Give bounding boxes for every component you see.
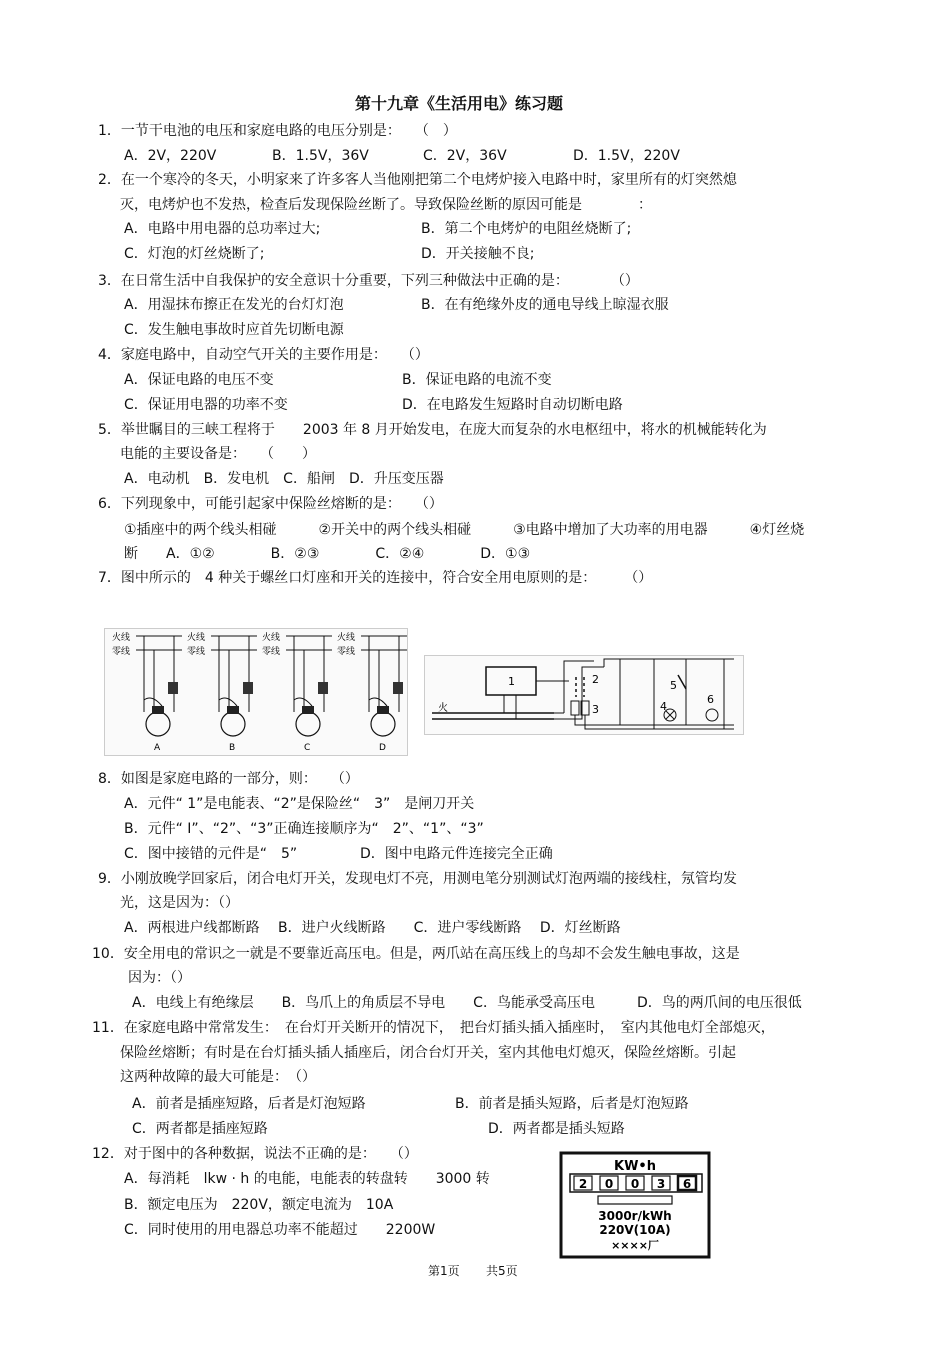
q2-option-a: A．电路中用电器的总功率过大; <box>124 221 321 237</box>
q4-stem: 4．家庭电路中，自动空气开关的主要作用是： （） <box>98 347 429 363</box>
footer-page-total: 共5页 <box>486 1264 518 1278</box>
meter-unit: KW•h <box>614 1159 656 1174</box>
q5-options: A．电动机 B．发电机 C．船闸 D．升压变压器 <box>124 471 444 487</box>
q3-stem: 3．在日常生活中自我保护的安全意识十分重要，下列三种做法中正确的是： （） <box>98 273 639 289</box>
q12-option-c: C．同时使用的用电器总功率不能超过 2200W <box>124 1222 436 1238</box>
q4-option-a: A．保证电路的电压不变 <box>124 372 274 388</box>
q11-stem-line1: 11．在家庭电路中常常发生： 在台灯开关断开的情况下， 把台灯插头插入插座时， 室内其他电灯全部熄灭， <box>92 1020 775 1036</box>
svg-text:火线: 火线 <box>187 633 206 643</box>
q9-options: A．两根进户线都断路 B．进户火线断路 C．进户零线断路 D．灯丝断路 <box>124 920 621 936</box>
meter-rating: 220V(10A) <box>599 1223 671 1237</box>
svg-text:零线: 零线 <box>262 647 281 657</box>
page-title: 第十九章《生活用电》练习题 <box>355 94 564 113</box>
q8-stem: 8．如图是家庭电路的一部分，则： （） <box>98 771 359 787</box>
svg-text:6: 6 <box>707 693 714 706</box>
meter-digit: 0 <box>604 1177 614 1191</box>
q4-option-d: D．在电路发生短路时自动切断电路 <box>402 397 623 413</box>
q8-option-a: A．元件“ 1”是电能表、“2”是保险丝“ 3” 是闸刀开关 <box>124 796 475 812</box>
q4-option-b: B．保证电路的电流不变 <box>402 372 552 388</box>
svg-text:2: 2 <box>592 673 599 686</box>
q11-option-d: D．两者都是插头短路 <box>488 1121 625 1137</box>
q6-items: ①插座中的两个线头相碰 ②开关中的两个线头相碰 ③电路中增加了大功率的用电器 ④灯丝烧 <box>124 522 805 538</box>
svg-text:火线: 火线 <box>112 633 131 643</box>
svg-text:5: 5 <box>670 679 677 692</box>
live-wire-label: 火 <box>438 703 448 714</box>
q3-option-a: A．用湿抹布擦正在发光的台灯灯泡 <box>124 297 344 313</box>
svg-text:4: 4 <box>660 700 667 713</box>
q1-option-a: A．2V，220V <box>124 148 217 164</box>
svg-text:零线: 零线 <box>187 647 206 657</box>
svg-text:火线: 火线 <box>337 633 356 643</box>
meter-maker: ××××厂 <box>611 1239 659 1252</box>
q11-option-c: C．两者都是插座短路 <box>132 1121 268 1137</box>
svg-text:A: A <box>154 743 161 753</box>
q2-stem-line1: 2．在一个寒冷的冬天，小明家来了许多客人当他刚把第二个电烤炉接入电路中时，家里所有的灯突然熄 <box>98 172 737 188</box>
meter-revolutions: 3000r/kWh <box>598 1209 672 1223</box>
q1-option-b: B．1.5V，36V <box>272 148 369 164</box>
q10-stem-line2: 因为：（） <box>128 970 191 986</box>
q8-option-c: C．图中接错的元件是“ 5” <box>124 846 298 862</box>
meter-digit: 2 <box>578 1177 588 1191</box>
q10-options: A．电线上有绝缘层 B．鸟爪上的角质层不导电 C．鸟能承受高压电 D．鸟的两爪间的电压很低 <box>132 995 802 1011</box>
q2-option-c: C．灯泡的灯丝烧断了; <box>124 246 265 262</box>
q12-stem: 12．对于图中的各种数据，说法不正确的是： （） <box>92 1146 418 1162</box>
energy-meter-figure <box>558 1150 712 1260</box>
q8-option-b: B．元件“ I”、“2”、“3”正确连接顺序为“ 2”、“1”、“3” <box>124 821 484 837</box>
q2-stem-line2: 灭，电烤炉也不发热，检查后发现保险丝断了。导致保险丝断的原因可能是 ： <box>120 197 652 213</box>
svg-text:零线: 零线 <box>337 647 356 657</box>
q9-stem-line1: 9．小刚放晚学回家后，闭合电灯开关，发现电灯不亮，用测电笔分别测试灯泡两端的接线柱，氖管均发 <box>98 871 737 887</box>
q8-option-d: D．图中电路元件连接完全正确 <box>360 846 553 862</box>
q2-option-d: D．开关接触不良; <box>421 246 535 262</box>
lamp-socket-figure <box>104 628 408 756</box>
q9-stem-line2: 光，这是因为：（） <box>120 895 239 911</box>
q5-stem-line2: 电能的主要设备是： （ ） <box>120 446 316 462</box>
svg-text:火线: 火线 <box>262 633 281 643</box>
footer-page-number: 第1页 <box>428 1264 460 1278</box>
q3-option-c: C．发生触电事故时应首先切断电源 <box>124 322 344 338</box>
svg-text:零线: 零线 <box>112 647 131 657</box>
q12-option-a: A．每消耗 lkw · h 的电能，电能表的转盘转 3000 转 <box>124 1171 490 1187</box>
svg-text:B: B <box>229 743 236 753</box>
q6-options: 断 A．①② B．②③ C．②④ D．①③ <box>124 546 531 562</box>
meter-digit: 3 <box>656 1177 666 1191</box>
q12-option-b: B．额定电压为 220V，额定电流为 10A <box>124 1197 394 1213</box>
svg-text:1: 1 <box>508 675 515 688</box>
q6-stem: 6．下列现象中，可能引起家中保险丝熔断的是： （） <box>98 496 443 512</box>
meter-digit: 6 <box>682 1177 692 1191</box>
q1-option-d: D．1.5V，220V <box>573 148 680 164</box>
q11-option-b: B．前者是插头短路，后者是灯泡短路 <box>455 1096 689 1112</box>
q2-option-b: B．第二个电烤炉的电阻丝烧断了; <box>421 221 632 237</box>
q11-stem-line3: 这两种故障的最大可能是： （） <box>120 1069 316 1085</box>
svg-text:D: D <box>379 743 386 753</box>
q5-stem-line1: 5．举世瞩目的三峡工程将于 2003 年 8 月开始发电，在庞大而复杂的水电枢纽中，将水的机械能转化为 <box>98 422 767 438</box>
svg-text:C: C <box>304 743 311 753</box>
q1-stem: 1．一节干电池的电压和家庭电路的电压分别是： （ ） <box>98 123 457 139</box>
q3-option-b: B．在有绝缘外皮的通电导线上晾湿衣服 <box>421 297 669 313</box>
q4-option-c: C．保证用电器的功率不变 <box>124 397 288 413</box>
home-circuit-figure <box>424 655 744 735</box>
svg-text:3: 3 <box>592 703 599 716</box>
q10-stem-line1: 10．安全用电的常识之一就是不要靠近高压电。但是，两爪站在高压线上的鸟却不会发生触电事故，这是 <box>92 946 740 962</box>
meter-digit: 0 <box>630 1177 640 1191</box>
q11-stem-line2: 保险丝熔断；有时是在台灯插头插人插座后，闭合台灯开关，室内其他电灯熄灭，保险丝熔断。引起 <box>120 1045 736 1061</box>
q11-option-a: A．前者是插座短路，后者是灯泡短路 <box>132 1096 366 1112</box>
q1-option-c: C．2V，36V <box>423 148 507 164</box>
q7-stem: 7．图中所示的 4 种关于螺丝口灯座和开关的连接中，符合安全用电原则的是： （） <box>98 570 653 586</box>
